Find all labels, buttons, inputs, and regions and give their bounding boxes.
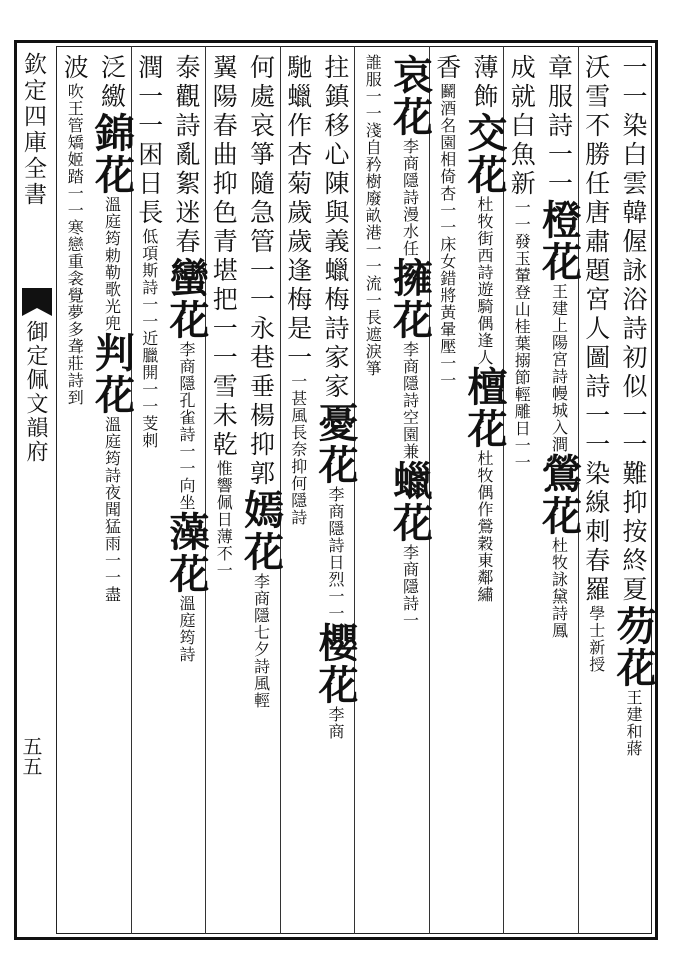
text-segment: 章服詩一一 [544, 54, 574, 199]
headword: 橙花 [535, 199, 583, 283]
text-segment: 潤一一困日長 [134, 54, 164, 228]
text-segment: 李商隱詩日烈一一 [326, 486, 345, 622]
margin-title: 欽定四庫全書 [20, 52, 46, 208]
text-column [237, 54, 285, 928]
text-segment: 沃雪不勝任唐肅題宮人圖詩一一染線刺春羅 [581, 54, 611, 605]
text-column [312, 54, 359, 928]
text-segment: 寒戀重衾覺夢多聋莊詩到 [65, 219, 85, 406]
text-segment: 隱詩 [288, 492, 308, 526]
headword: 交花 [461, 112, 508, 196]
text-column [356, 54, 389, 928]
headword: 鶯花 [535, 453, 583, 537]
text-segment: 杜牧偶作鶯穀東鄰繡 [475, 450, 494, 603]
text-segment: 拄鎮移心陳與義蠟梅詩家家 [321, 54, 350, 402]
text-column [282, 54, 315, 928]
headword: 錦花 [88, 112, 136, 196]
text-segment: 一一芰刺 [139, 381, 159, 449]
text-segment: 一一發玉輦登山桂葉搦 [512, 199, 532, 369]
headword: 蠟花 [386, 460, 434, 544]
text-column [580, 54, 613, 928]
text-column [461, 54, 508, 928]
text-segment: 王建上陽宮詩幔城入澗 [549, 283, 569, 453]
text-segment: 樹廢畝港一一流 [363, 173, 383, 292]
headword: 蠻花 [163, 257, 210, 341]
text-segment: 床女錯將黃暈壓一一 [437, 236, 457, 389]
text-segment: 溫庭筠詩 [177, 595, 196, 663]
headword: 判花 [88, 332, 136, 416]
text-segment: 波 [60, 54, 90, 83]
text-column [535, 54, 583, 928]
text-segment: 李商隱詩漫水任 [400, 138, 420, 257]
text-segment: 一甚風長奈抑何 [288, 373, 308, 492]
text-segment: 低項斯詩一一近臘開 [139, 228, 159, 381]
text-segment: 節輕雕日一一 [512, 369, 532, 471]
text-segment: 惟響佩日薄不一 [214, 460, 234, 579]
text-column [207, 54, 240, 928]
text-column [610, 54, 657, 928]
text-segment: 王建和蔣 [624, 689, 643, 757]
text-column [431, 54, 464, 928]
text-column [163, 54, 210, 928]
fish-tail-mark-icon [22, 288, 52, 308]
text-segment: 吹王管矯姬踏一一 [65, 83, 85, 219]
text-segment: 李商隱詩空園兼 [400, 341, 420, 460]
headword: 擁花 [386, 257, 434, 341]
margin-book-title: 御定佩文韻府 [23, 320, 48, 464]
text-column [88, 54, 136, 928]
text-segment: 一一染白雲韓偓詠浴詩初似一一難抑按終夏 [619, 54, 648, 605]
text-column [133, 54, 166, 928]
text-segment: 李商 [326, 706, 345, 740]
text-segment: 翼陽春曲抑色青堪把一一雪未乾 [209, 54, 239, 460]
text-segment: 成就白魚新 [507, 54, 537, 199]
text-segment: 學士新授 [586, 605, 606, 673]
headword: 芴花 [610, 605, 657, 689]
text-segment: 溫庭筠詩夜聞猛雨一一盡 [102, 416, 122, 603]
margin-page-number: 五五 [19, 736, 43, 776]
text-segment: 馳蠟作杏菊歲歲逢梅是一 [283, 54, 313, 373]
text-column [386, 54, 434, 928]
headword: 櫻花 [312, 622, 359, 706]
text-segment: 李商隱孔雀詩一一向坐 [177, 341, 196, 511]
headword: 憂花 [312, 402, 359, 486]
text-segment: 何處哀箏隨急管一一永巷垂楊抑郭 [246, 54, 276, 489]
text-column [58, 54, 91, 928]
text-segment: 泰觀詩亂絮迷春 [172, 54, 201, 257]
text-segment: 薄飾 [470, 54, 499, 112]
headword: 藻花 [163, 511, 210, 595]
headword: 嫣花 [237, 489, 285, 573]
headword: 檀花 [461, 366, 508, 450]
text-segment: 誰服一一淺自矜 [363, 54, 383, 173]
text-segment: 泛繳 [97, 54, 127, 112]
text-segment: 溫庭筠勅勒歌光兜 [102, 196, 122, 332]
text-segment: 李商隱詩一 [400, 544, 420, 629]
text-segment: 香 [432, 54, 462, 83]
text-column [505, 54, 538, 928]
text-segment: 杜牧詠黛詩鳳 [549, 537, 569, 639]
text-segment: 杜牧街西詩遊騎偶逢人 [475, 196, 494, 366]
text-segment: 一長遮淚箏 [363, 292, 383, 377]
headword: 哀花 [386, 54, 434, 138]
text-segment: 鬬酒名園相倚杏一一 [437, 83, 457, 236]
text-segment: 李商隱七夕詩風輕 [251, 573, 271, 709]
